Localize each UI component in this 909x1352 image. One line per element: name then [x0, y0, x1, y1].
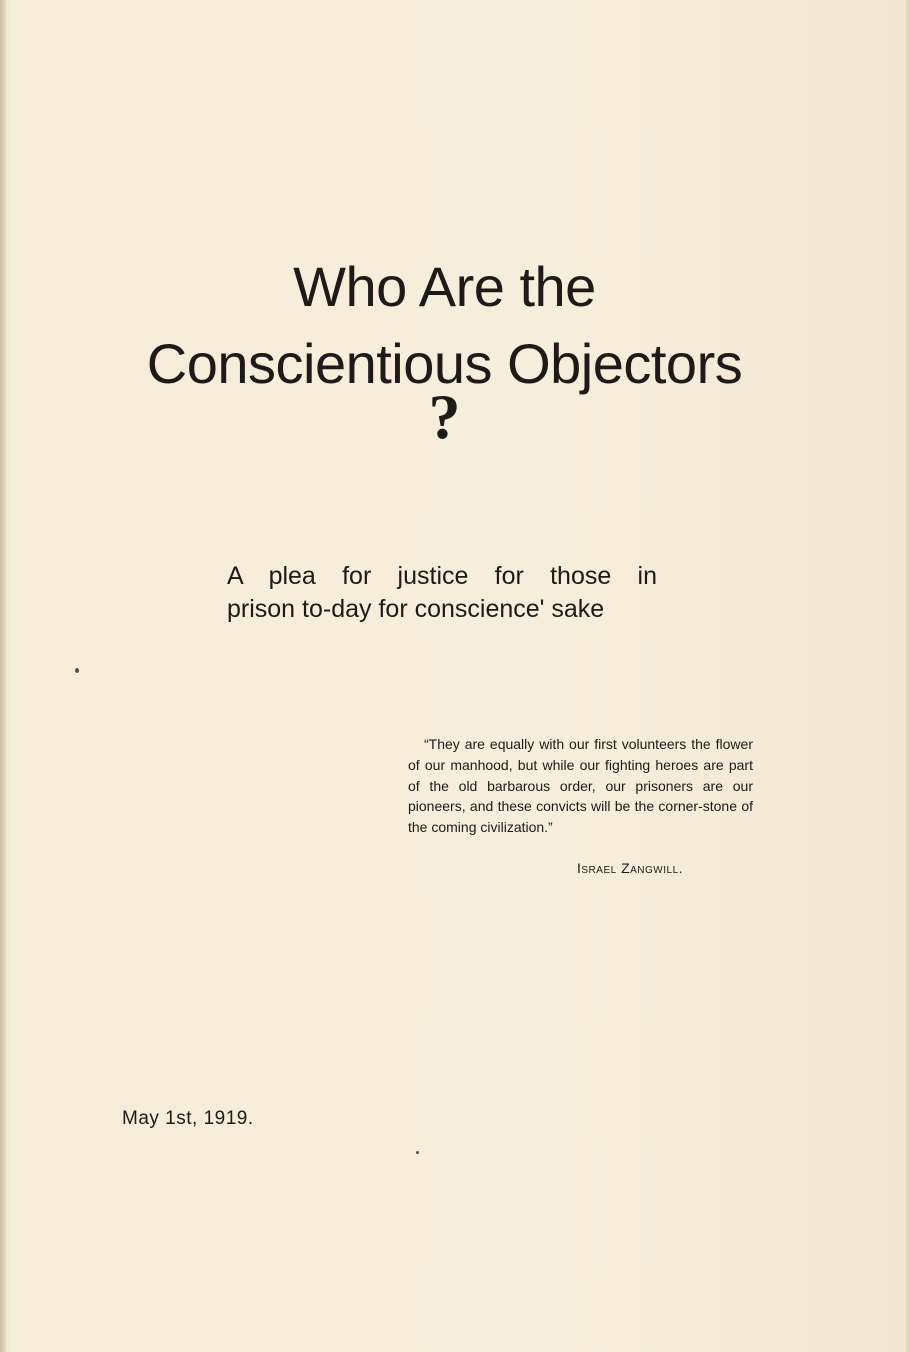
title-line-1: Who Are the: [293, 254, 596, 318]
plea-line-2: prison to-day for conscience' sake: [227, 595, 605, 623]
zangwill-quote: [408, 734, 753, 838]
paper-speck: [75, 668, 79, 673]
paper-speck: [416, 1151, 419, 1154]
page-left-edge: [0, 0, 6, 1352]
question-mark: ?: [428, 381, 461, 452]
publication-date: May 1st, 1919.: [122, 1108, 254, 1129]
quote-attribution: Israel Zangwill.: [577, 860, 684, 876]
plea-subtitle: [227, 560, 657, 626]
quote-text: “They are equally with our first volunteers the flower of our manhood, but while our fighting heroes are part of the old barbarous order, our prisoners are our pioneers, and these convicts will be the corner-stone of the coming civilization.”: [408, 736, 753, 836]
page-title: [0, 248, 889, 402]
plea-line-1: A plea for justice for those in: [227, 562, 657, 590]
title-line-2: Conscientious Objectors: [146, 331, 743, 395]
